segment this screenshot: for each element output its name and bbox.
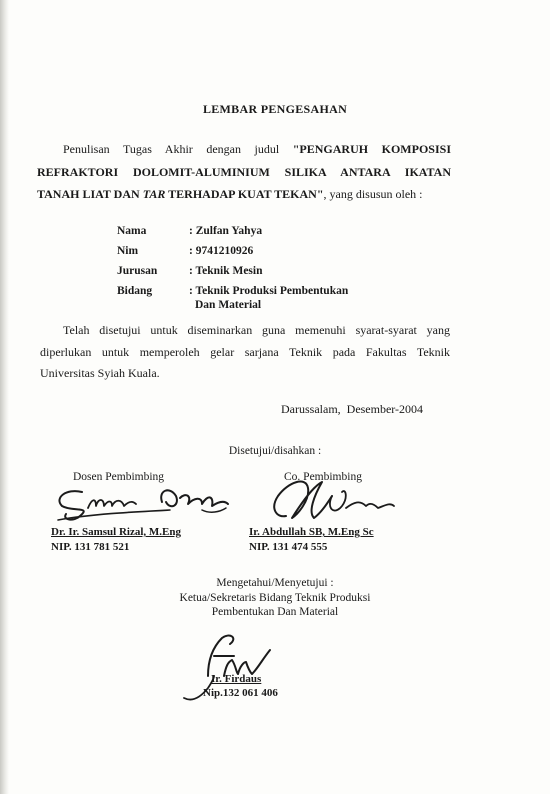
approval-line-3: Universitas Syiah Kuala. bbox=[40, 366, 160, 380]
acknowledgement-heading: Mengetahui/Menyetujui : bbox=[216, 577, 334, 589]
supervisor-role: Dosen Pembimbing bbox=[73, 471, 165, 483]
name-label: Nama bbox=[117, 225, 147, 237]
intro-line-1 bbox=[63, 138, 451, 161]
acknowledgement-block bbox=[0, 576, 550, 620]
dept-value: : Teknik Mesin bbox=[189, 265, 263, 277]
field-value-continued: Dan Material bbox=[195, 299, 262, 311]
student-nim-row bbox=[117, 244, 389, 264]
intro-line-2 bbox=[37, 161, 451, 184]
field-value: : Teknik Produksi Pembentukan bbox=[189, 285, 349, 297]
approval-paragraph bbox=[40, 320, 450, 385]
nim-value: : 9741210926 bbox=[189, 245, 254, 257]
name-value: : Zulfan Yahya bbox=[189, 225, 263, 237]
thesis-title-start: "PENGARUH KOMPOSISI bbox=[292, 142, 451, 156]
thesis-title-end-a: TANAH LIAT DAN bbox=[37, 187, 143, 201]
thesis-title-middle: REFRAKTORI DOLOMIT-ALUMINIUM SILIKA ANTARA IKATAN bbox=[37, 164, 451, 179]
approved-by-heading: Disetujui/disahkan : bbox=[228, 445, 322, 457]
intro-paragraph bbox=[37, 138, 451, 206]
acknowledgement-position-2: Pembentukan Dan Material bbox=[211, 606, 339, 618]
supervisor-signature bbox=[52, 480, 232, 530]
acknowledgement-position-1: Ketua/Sekretaris Bidang Teknik Produksi bbox=[179, 591, 371, 604]
co-supervisor-nip: NIP. 131 474 555 bbox=[249, 541, 328, 553]
approval-line-2: diperlukan untuk memperoleh gelar sarjana Teknik pada Fakultas Teknik bbox=[40, 344, 450, 359]
student-name-row bbox=[117, 224, 389, 244]
approval-line-1: Telah disetujui untuk diseminarkan guna memenuhi syarat-syarat yang bbox=[63, 323, 450, 337]
dept-label: Jurusan bbox=[117, 265, 158, 277]
place-date: Darussalam, Desember-2004 bbox=[281, 402, 424, 416]
field-label: Bidang bbox=[117, 285, 153, 297]
student-dept-row bbox=[117, 264, 389, 284]
nim-label: Nim bbox=[117, 245, 139, 257]
co-supervisor-signature bbox=[262, 472, 402, 532]
thesis-title-tar: TAR bbox=[142, 187, 166, 201]
supervisor-nip: NIP. 131 781 521 bbox=[51, 541, 130, 553]
co-supervisor-role: Co. Pembimbing bbox=[284, 471, 362, 483]
intro-suffix: , yang disusun oleh : bbox=[323, 187, 423, 201]
page-title: LEMBAR PENGESAHAN bbox=[202, 102, 348, 116]
thesis-title-end-b: TERHADAP KUAT TEKAN" bbox=[165, 187, 324, 201]
intro-text: Penulisan Tugas Akhir dengan judul bbox=[63, 142, 293, 156]
co-supervisor-name: Ir. Abdullah SB, M.Eng Sc bbox=[249, 526, 374, 538]
supervisor-name: Dr. Ir. Samsul Rizal, M.Eng bbox=[51, 526, 181, 538]
scan-page-edge bbox=[0, 0, 9, 794]
intro-line-3 bbox=[37, 183, 451, 206]
student-info-table bbox=[117, 224, 389, 311]
head-name: Ir. Firdaus bbox=[211, 673, 262, 685]
head-nip: Nip.132 061 406 bbox=[203, 687, 278, 699]
